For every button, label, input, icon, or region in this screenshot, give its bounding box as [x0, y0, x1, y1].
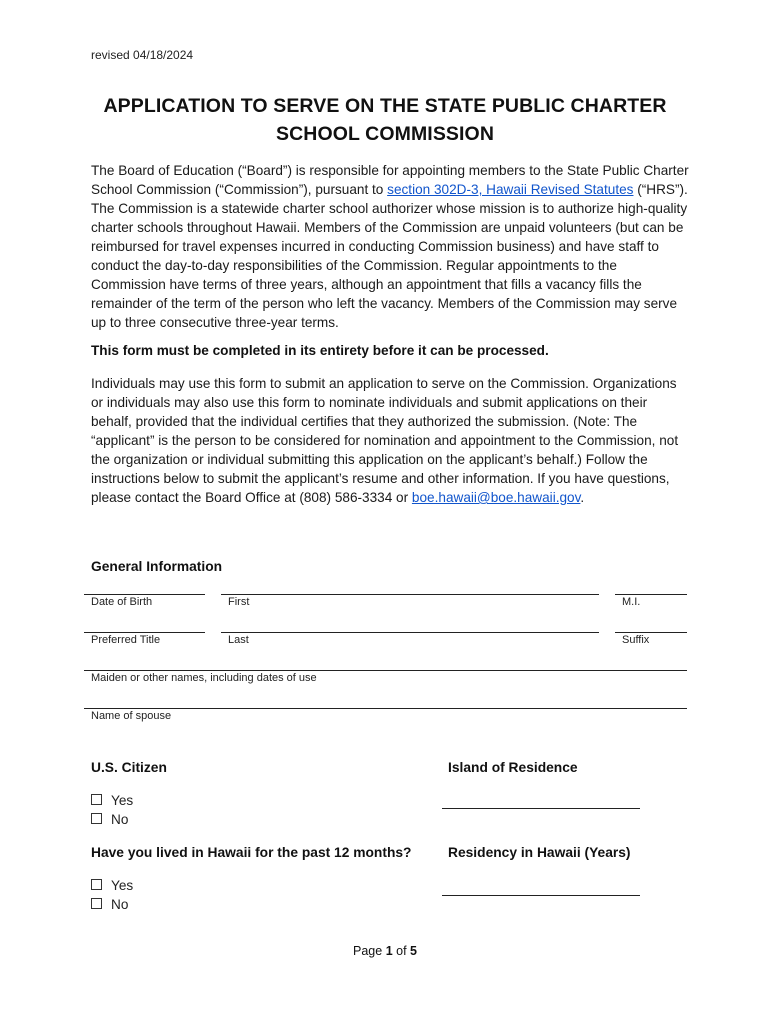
lived-yes-label: Yes [111, 878, 134, 893]
general-info-heading: General Information [91, 559, 223, 574]
last-name-label: Last [228, 634, 249, 646]
statute-link[interactable]: section 302D-3, Hawaii Revised Statutes [387, 182, 634, 197]
instructions-paragraph [91, 374, 691, 507]
mi-field[interactable] [615, 594, 687, 595]
checkbox-icon[interactable] [91, 813, 102, 824]
instructions-end: . [580, 490, 585, 505]
mi-label: M.I. [622, 596, 641, 608]
residency-heading: Residency in Hawaii (Years) [448, 845, 631, 860]
suffix-label: Suffix [622, 634, 650, 646]
us-citizen-heading: U.S. Citizen [91, 760, 167, 775]
lived-no-option[interactable] [91, 897, 128, 912]
checkbox-icon[interactable] [91, 898, 102, 909]
lived-yes-option[interactable] [91, 878, 133, 893]
maiden-names-label: Maiden or other names, including dates of use [91, 672, 317, 684]
email-link[interactable]: boe.hawaii@boe.hawaii.gov [411, 490, 581, 505]
instructions-text: Individuals may use this form to submit an application to serve on the Commission. Organizations or individuals may also use this form to nominate individuals and submit applications on their behalf, provided that the individual certifies that they authorized the submission. (Note: The “applicant” is the person to be considered for nomination and appointment to the Commission, not the organization or individual submitting this application on the applicant’s behalf.) Follow the instructions below to submit the applicant’s resume and other information. If you have questions, please contact the Board Office at (808) 586-3334 or [91, 376, 679, 505]
residency-years-field[interactable] [442, 895, 640, 896]
preferred-title-label: Preferred Title [91, 634, 161, 646]
island-heading: Island of Residence [448, 760, 578, 775]
citizen-no-label: No [111, 812, 129, 827]
island-field[interactable] [442, 808, 640, 809]
citizen-no-option[interactable] [91, 812, 128, 827]
intro-text-a: The Board of Education (“Board”) is responsible for appointing members to the State Public Charter School Commission (“Commission”), pursuant to [91, 163, 689, 197]
dob-label: Date of Birth [91, 596, 153, 608]
preferred-title-field[interactable] [84, 632, 205, 633]
lived-no-label: No [111, 897, 129, 912]
checkbox-icon[interactable] [91, 794, 102, 805]
spouse-name-label: Name of spouse [91, 710, 172, 722]
page-number [0, 944, 770, 958]
page-title: APPLICATION TO SERVE ON THE STATE PUBLIC CHARTER SCHOOL COMMISSION [103, 95, 667, 145]
required-notice: This form must be completed in its entirety before it can be processed. [91, 343, 549, 358]
intro-paragraph [91, 161, 691, 332]
suffix-field[interactable] [615, 632, 687, 633]
page-total: 5 [410, 944, 417, 958]
first-name-field[interactable] [221, 594, 599, 595]
maiden-names-field[interactable] [84, 670, 687, 671]
intro-text-b: (“HRS”). The Commission is a statewide charter school authorizer whose mission is to authorize high-quality charter schools throughout Hawaii. Members of the Commission are unpaid volunteers (but can be reimbursed for travel expenses incurred in conducting Commission business) and have staff to conduct the day-to-day responsibilities of the Commission. Regular appointments to the Commission have terms of three years, although an appointment that fills a vacancy fills the remainder of the term of the person who left the vacancy. Members of the Commission may serve up to three consecutive three-year terms. [91, 182, 688, 330]
lived-in-hawaii-heading: Have you lived in Hawaii for the past 12 months? [91, 845, 412, 860]
spouse-name-field[interactable] [84, 708, 687, 709]
citizen-yes-label: Yes [111, 793, 134, 808]
page-prefix: Page [353, 944, 386, 958]
revised-date: revised 04/18/2024 [91, 48, 194, 62]
checkbox-icon[interactable] [91, 879, 102, 890]
last-name-field[interactable] [221, 632, 599, 633]
page-of: of [392, 944, 411, 958]
dob-field[interactable] [84, 594, 205, 595]
citizen-yes-option[interactable] [91, 793, 133, 808]
page-current: 1 [385, 944, 393, 958]
first-name-label: First [228, 596, 250, 608]
